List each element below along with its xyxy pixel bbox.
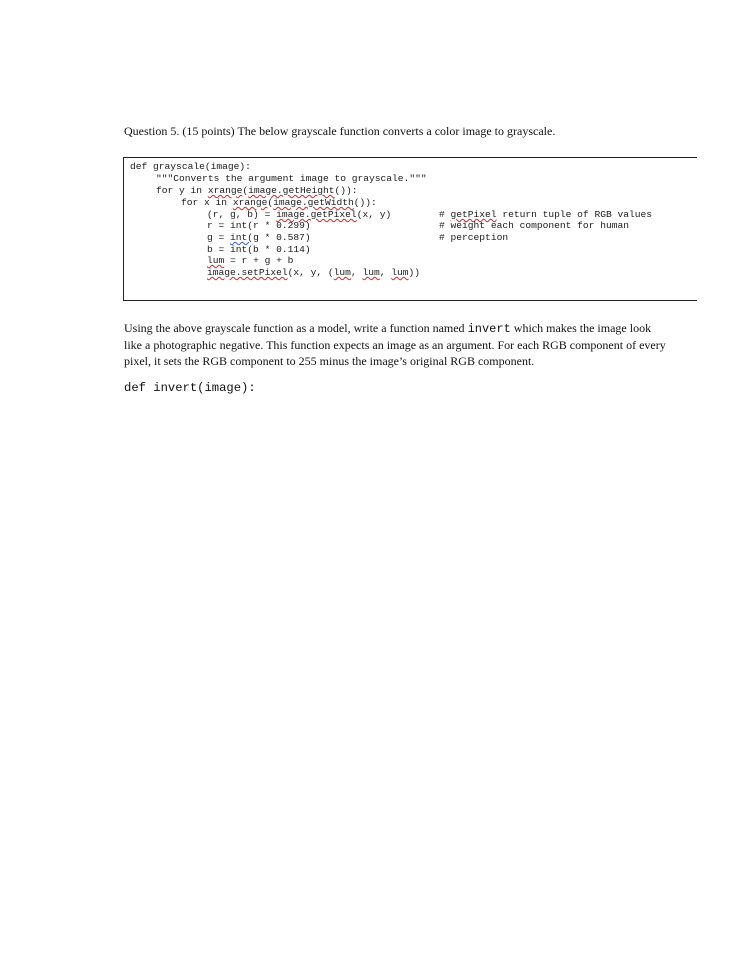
code-line-3: for y in xrange(image.getHeight()): xyxy=(156,185,358,196)
instructions-paragraph: Using the above grayscale function as a model, write a function named invert which makes the image look like a photographic negative. This function expects an image as an argument. For each RGB component of every pixel, it sets the RGB component to 255 minus the image’s original RGB component. xyxy=(124,321,666,368)
code-line-2: """Converts the argument image to grayscale.""" xyxy=(156,173,427,184)
code-line-1: def grayscale(image): xyxy=(130,161,251,172)
code-line-5: (r, g, b) = image.getPixel(x, y) xyxy=(207,209,392,220)
code-line-4: for x in xrange(image.getWidth()): xyxy=(181,197,377,208)
question-heading: Question 5. (15 points) The below grayscale function converts a color image to grayscale. xyxy=(124,124,556,138)
answer-signature: def invert(image): xyxy=(124,381,256,395)
code-line-8: b = int(b * 0.114) xyxy=(207,244,311,255)
code-comment-6: # weight each component for human xyxy=(439,220,629,231)
code-line-10: image.setPixel(x, y, (lum, lum, lum)) xyxy=(207,267,421,278)
code-comment-5: # getPixel return tuple of RGB values xyxy=(439,209,653,220)
function-name: invert xyxy=(467,322,511,336)
code-comment-7: # perception xyxy=(439,232,509,243)
code-listing xyxy=(123,157,697,301)
code-line-7: g = int(g * 0.587) xyxy=(207,232,311,243)
code-line-9: lum = r + g + b xyxy=(207,255,294,266)
code-line-6: r = int(r * 0.299) xyxy=(207,220,311,231)
